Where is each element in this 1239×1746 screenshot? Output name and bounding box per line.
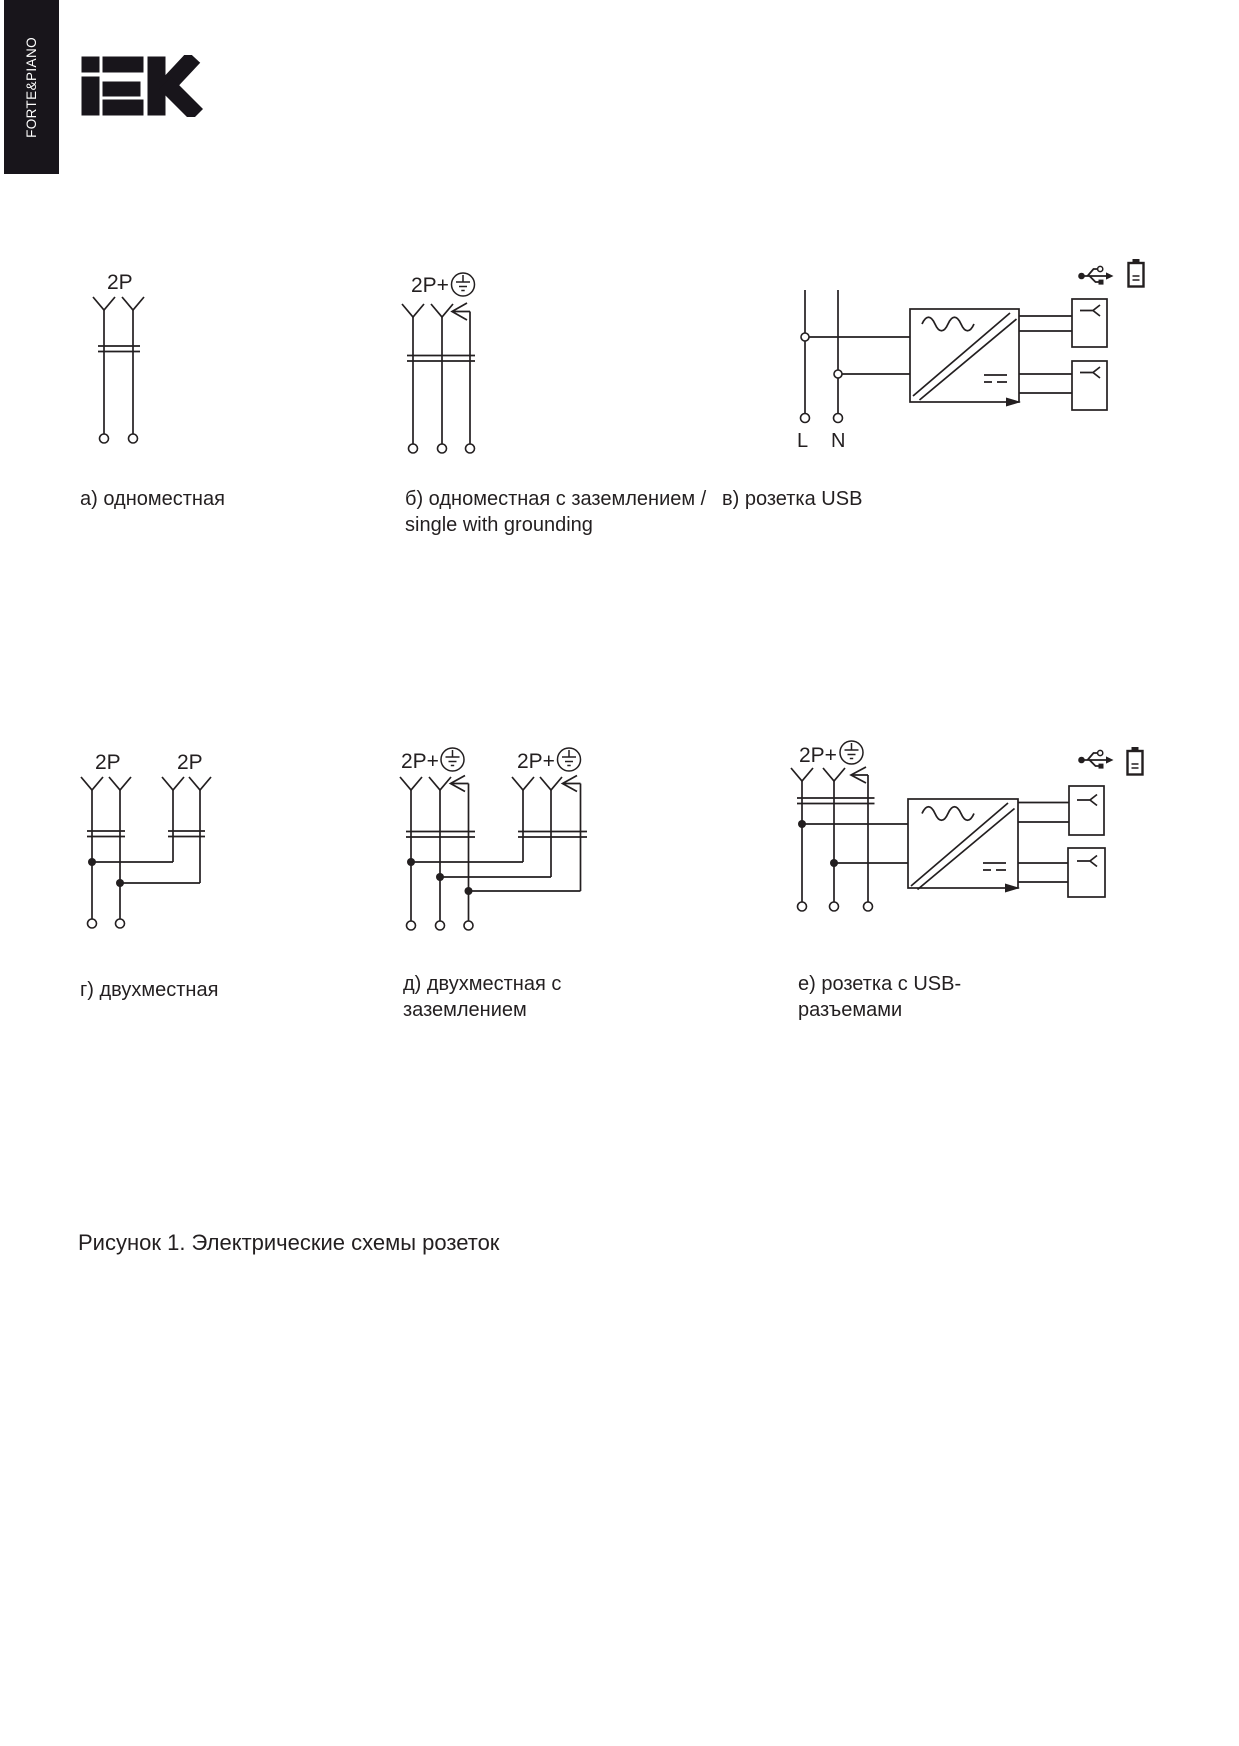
caption-b	[405, 486, 706, 538]
pole-label: 2P+	[411, 274, 449, 297]
pole-label: 2P	[177, 751, 203, 774]
diagram-v-usb-socket	[700, 255, 1155, 455]
diagram-g-double-socket	[75, 745, 225, 935]
pole-label: 2P+	[517, 750, 555, 773]
ac-dc-converter	[910, 309, 1021, 407]
pole-label: 2P	[107, 271, 133, 294]
grounding-icon	[558, 748, 581, 771]
usb-port	[1069, 786, 1104, 835]
caption-v: в) розетка USB	[722, 488, 863, 510]
iek-logo-mark	[82, 57, 197, 115]
socket-symbol	[1080, 305, 1100, 316]
caption-g: г) двухместная	[80, 979, 219, 1001]
caption-b-line2: single with grounding	[405, 514, 593, 536]
terminal	[129, 434, 138, 443]
neutral-label: N	[831, 430, 846, 452]
iek-logo	[80, 55, 208, 117]
pole-label: 2P+	[401, 750, 439, 773]
socket-contacts	[402, 303, 475, 444]
terminal	[464, 921, 473, 930]
brand-tab-label: FORTE&PIANO	[24, 36, 39, 138]
pole-label: 2P+	[799, 744, 837, 767]
terminal	[438, 444, 447, 453]
usb-icon	[1078, 266, 1113, 284]
junction-dot	[465, 887, 473, 895]
socket-symbol	[1077, 856, 1097, 867]
terminal	[409, 444, 418, 453]
junction-dot	[436, 873, 444, 881]
ac-wave-icon	[922, 317, 974, 331]
terminal	[88, 919, 97, 928]
socket-contacts	[93, 297, 144, 434]
terminal	[834, 414, 843, 423]
socket-contacts	[400, 776, 587, 922]
terminal	[466, 444, 475, 453]
caption-a: а) одноместная	[80, 488, 225, 510]
terminal	[407, 921, 416, 930]
terminal	[801, 414, 810, 423]
battery-icon	[1129, 259, 1144, 287]
junction-dot	[116, 879, 124, 887]
caption-e-line2: разъемами	[798, 999, 903, 1021]
junction-dot	[407, 858, 415, 866]
socket-symbol	[1077, 795, 1097, 806]
junction-node	[834, 370, 842, 378]
usb-port	[1068, 848, 1105, 897]
junction-dot	[88, 858, 96, 866]
terminal	[100, 434, 109, 443]
diagram-a-single-socket	[78, 266, 158, 451]
caption-b-line1: б) одноместная с заземлением /	[405, 488, 707, 510]
terminal	[116, 919, 125, 928]
grounding-icon	[441, 748, 464, 771]
junction-dot	[830, 859, 838, 867]
caption-e	[798, 971, 961, 1023]
caption-d-line2: заземлением	[403, 999, 527, 1021]
junction-dot	[798, 820, 806, 828]
caption-e-line1: е) розетка с USB-	[798, 973, 962, 995]
terminal	[436, 921, 445, 930]
terminal	[830, 902, 839, 911]
terminal	[864, 902, 873, 911]
line-label: L	[797, 430, 809, 452]
junction-node	[801, 333, 809, 341]
diagram-d-double-socket-grounded	[393, 740, 598, 935]
diagram-b-single-socket-grounded	[395, 266, 495, 458]
usb-port	[1072, 299, 1107, 347]
battery-icon	[1128, 747, 1143, 775]
usb-port	[1072, 361, 1107, 410]
caption-d-line1: д) двухместная с	[403, 973, 562, 995]
socket-contacts	[81, 777, 211, 919]
diagram-e-socket-with-usb	[780, 738, 1155, 920]
socket-contacts	[791, 767, 1069, 902]
ac-dc-converter	[908, 799, 1020, 893]
dc-symbol	[984, 375, 1007, 382]
grounding-icon	[840, 741, 863, 764]
socket-symbol	[1080, 367, 1100, 378]
dc-symbol	[983, 863, 1006, 870]
usb-icon	[1078, 750, 1113, 768]
figure-caption: Рисунок 1. Электрические схемы розеток	[78, 1230, 500, 1255]
brand-tab	[4, 0, 59, 174]
pole-label: 2P	[95, 751, 121, 774]
ac-wave-icon	[922, 807, 974, 821]
caption-d	[403, 971, 561, 1023]
grounding-icon	[452, 273, 475, 296]
terminal	[798, 902, 807, 911]
